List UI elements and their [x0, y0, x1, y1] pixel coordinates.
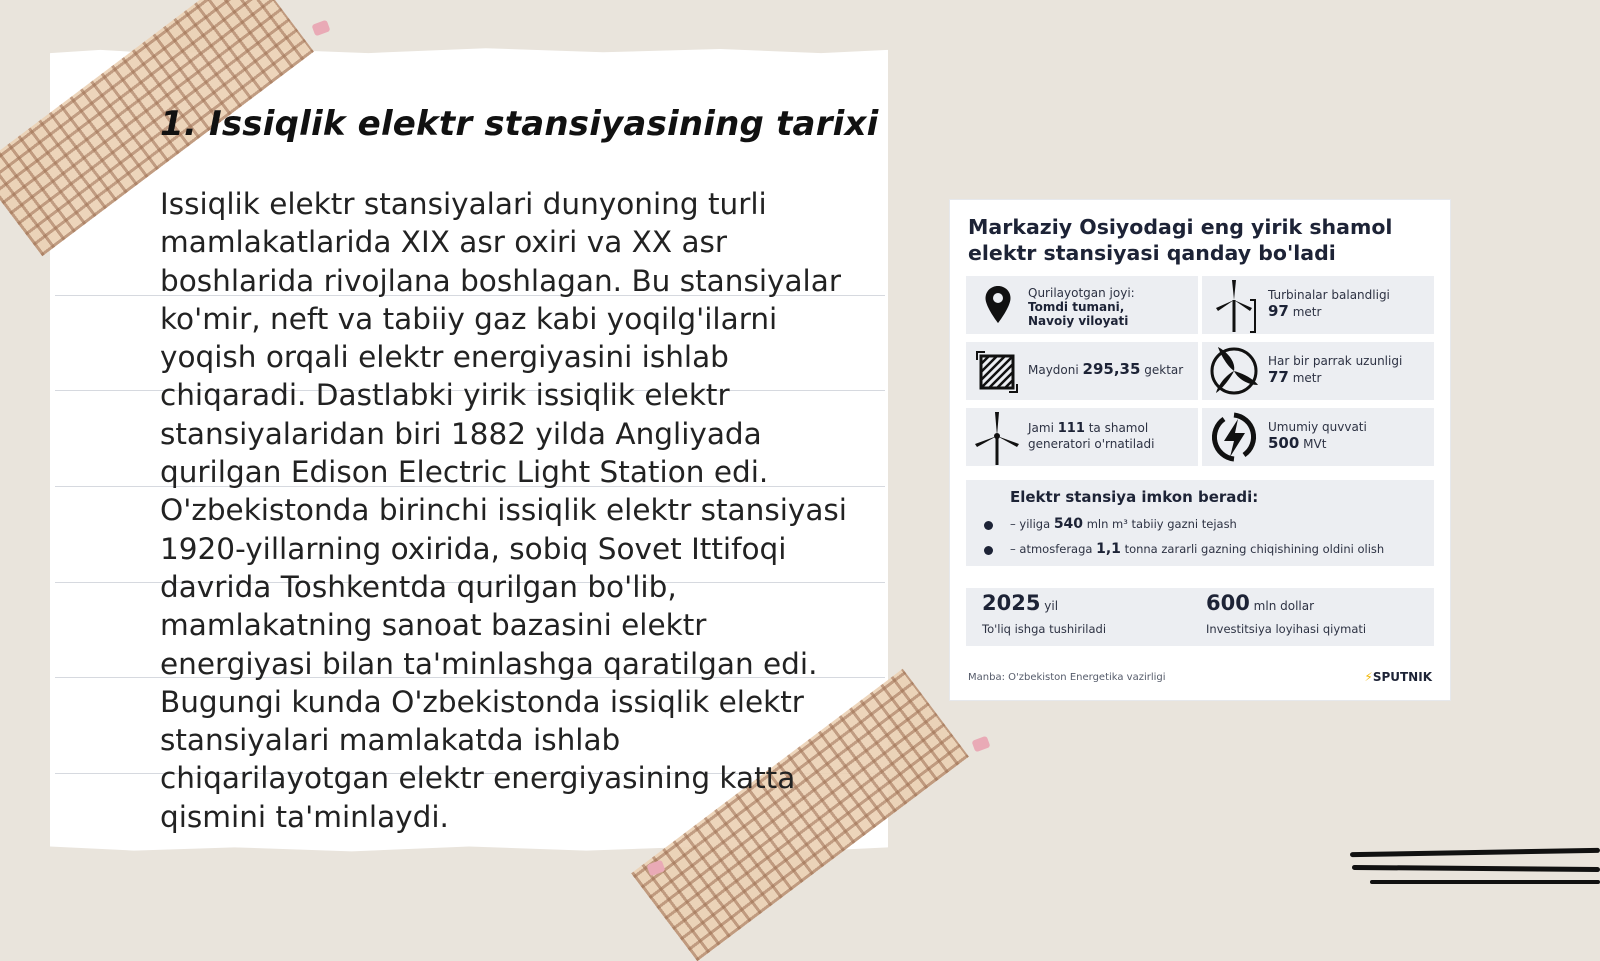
- brand-name: SPUTNIK: [1372, 670, 1432, 684]
- bullet: [984, 546, 993, 555]
- benefit-1-pre: – yiliga: [1010, 517, 1051, 531]
- generators-suffix: ta shamol: [1088, 421, 1149, 435]
- turbine-height-value: 97: [1268, 302, 1289, 320]
- area-value: 295,35: [1082, 360, 1141, 378]
- turbine-height-icon: [1210, 278, 1258, 334]
- benefit-2-pre: – atmosferaga: [1010, 542, 1093, 556]
- area-unit: gektar: [1144, 363, 1184, 377]
- tape-corner-pink: [311, 20, 330, 37]
- investment-caption: Investitsiya loyihasi qiymati: [1206, 622, 1367, 636]
- launch-year-value: 2025: [982, 591, 1041, 615]
- benefit-2-post: tonna zararli gazning chiqishining oldini olish: [1124, 542, 1385, 556]
- location-pin-icon: [982, 284, 1014, 326]
- launch-year-unit: yil: [1044, 599, 1059, 613]
- location-card: [966, 276, 1198, 334]
- brand-logo: [1364, 670, 1432, 684]
- benefit-1-post: mln m³ tabiiy gazni tejash: [1086, 517, 1237, 531]
- generators-prefix: Jami: [1028, 421, 1054, 435]
- blade-length-label: Har bir parrak uzunligi: [1268, 354, 1403, 368]
- investment-value: 600: [1206, 591, 1250, 615]
- benefits-heading: Elektr stansiya imkon beradi:: [1010, 488, 1259, 506]
- location-value-1: Tomdi tumani,: [1028, 300, 1125, 314]
- slide-body-text: Issiqlik elektr stansiyalari dunyoning turli mamlakatlarida XIX asr oxiri va XX asr boshlarida rivojlana boshlagan. Bu stansiyalar ko'mir, neft va tabiiy gaz kabi yoqilg'ilarni yoqish orqali elektr energiyasini ishlab chiqaradi. Dastlabki yirik issiqlik elektr stansiyalaridan biri 1882 yilda Angliyada qurilgan Edison Electric Light Station edi. O'zbekistonda birinchi issiqlik elektr stansiyasi 1920-yillarning oxirida, sobiq Sovet Ittifoqi davrida Toshkentda qurilgan bo'lib, mamlakatning sanoat bazasini elektr energiyasi bilan ta'minlashga qaratilgan edi. Bugungi kunda O'zbekistonda issiqlik elektr stansiyalari mamlakatda ishlab chiqarilayotgan elektr energiyasining katta qismini ta'minlaydi.: [160, 187, 847, 834]
- generators-value: 111: [1057, 421, 1085, 436]
- blade-length-card: [1202, 342, 1434, 400]
- decorative-stroke: [1352, 865, 1600, 872]
- bullet: [984, 521, 993, 530]
- blade-length-unit: metr: [1292, 371, 1322, 385]
- slide-title: 1. Issiqlik elektr stansiyasining tarixi: [160, 104, 879, 144]
- area-label: Maydoni: [1028, 363, 1079, 377]
- sputnik-mark-icon: ⚡: [1364, 670, 1373, 684]
- wind-farm-infographic: [950, 200, 1450, 700]
- decorative-stroke: [1370, 880, 1600, 884]
- generators-line2: generatori o'rnatiladi: [1028, 437, 1155, 451]
- investment-unit: mln dollar: [1253, 599, 1315, 613]
- turbine-height-label: Turbinalar balandligi: [1268, 288, 1390, 302]
- capacity-unit: MVt: [1303, 437, 1327, 451]
- turbine-height-unit: metr: [1292, 305, 1322, 319]
- area-card: [966, 342, 1198, 400]
- decorative-stroke: [1350, 848, 1600, 857]
- benefits-card: [966, 480, 1434, 566]
- area-icon: [976, 351, 1018, 393]
- infographic-title: Markaziy Osiyodagi eng yirik shamol elektr stansiyasi qanday bo'ladi: [968, 215, 1393, 265]
- blade-icon: [1208, 345, 1260, 397]
- capacity-label: Umumiy quvvati: [1268, 420, 1367, 434]
- location-value-2: Navoiy viloyati: [1028, 314, 1129, 328]
- source-note: Manba: O'zbekiston Energetika vazirligi: [968, 672, 1166, 683]
- lightning-icon: [1208, 411, 1260, 463]
- blade-length-value: 77: [1268, 368, 1289, 386]
- benefit-1-value: 540: [1053, 516, 1084, 532]
- wind-turbine-icon: [972, 410, 1022, 466]
- capacity-card: [1202, 408, 1434, 466]
- tape-corner-pink: [971, 736, 990, 753]
- turbine-height-card: [1202, 276, 1434, 334]
- stats-card: [966, 588, 1434, 646]
- benefit-2-value: 1,1: [1096, 541, 1121, 557]
- capacity-value: 500: [1268, 434, 1300, 452]
- generators-card: [966, 408, 1198, 466]
- launch-caption: To'liq ishga tushiriladi: [982, 622, 1107, 636]
- location-label: Qurilayotgan joyi:: [1028, 286, 1135, 300]
